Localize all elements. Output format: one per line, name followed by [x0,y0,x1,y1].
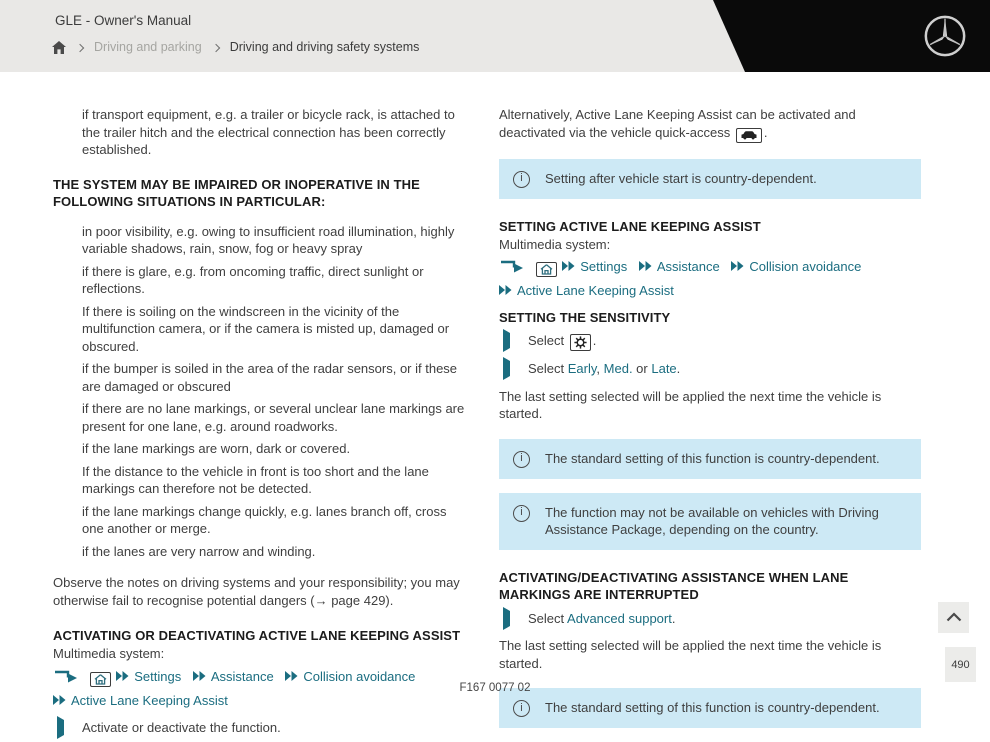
bullet-text: If there is soiling on the windscreen in the vicinity of the multifunction camera, or if the camera is misted up, damaged or obscured. [82,303,450,354]
info-box [499,159,921,199]
list-item [53,263,469,298]
menu-path-segment[interactable] [562,259,627,274]
menu-path-segment[interactable] [639,259,720,274]
info-icon: i [513,505,530,522]
step-triangle-icon [57,716,64,739]
impaired-bullet-list [53,223,469,561]
bullet-text: if the bumper is soiled in the area of the radar sensors, or if these are damaged or obscured [82,361,458,394]
option-late[interactable]: Late [651,361,677,376]
menu-path-label[interactable]: Assistance [210,668,274,684]
info-text: The function may not be available on vehicles with Driving Assistance Package, depending on the country. [545,504,879,537]
bullet-text: If the distance to the vehicle in front is too short and the lane markings can therefore not be detected. [82,463,429,496]
multimedia-label: Multimedia system: [53,646,165,661]
step-row [499,360,921,378]
vehicle-quick-access-icon[interactable] [736,128,762,143]
list-item [53,360,469,395]
double-chevron-icon [499,283,512,298]
step-text: Select Advanced support. [528,610,676,626]
bullet-text: if the lane markings are worn, dark or covered. [82,441,351,456]
impaired-heading: THE SYSTEM MAY BE IMPAIRED OR INOPERATIVE IN THE FOLLOWING SITUATIONS IN PARTICULAR: [53,176,420,209]
menu-path-segment[interactable] [731,259,861,274]
option-early[interactable]: Early [567,361,597,376]
mercedes-logo-icon [922,13,968,64]
right-column [499,106,921,742]
double-chevron-icon [731,259,744,274]
menu-path-label[interactable]: Collision avoidance [749,259,862,274]
document-code: F167 0077 02 [459,682,531,694]
menu-path-label[interactable]: Settings [134,668,182,684]
list-item [53,106,469,159]
menu-path-segment[interactable] [53,693,228,708]
step-text: Select Early, Med. or Late. [528,361,681,376]
menu-path-label[interactable]: Active Lane Keeping Assist [517,283,674,298]
menu-path-label[interactable]: Settings [580,259,628,274]
menu-path-label[interactable]: Active Lane Keeping Assist [71,692,228,708]
breadcrumb-current: Driving and driving safety systems [229,40,420,54]
list-item [53,303,469,356]
content-area [0,72,990,742]
bullet-text: if transport equipment, e.g. a trailer or bicycle rack, is attached to the trailer hitch and the electrical connection has been correctly established. [82,107,455,157]
alt-activation-text: Alternatively, Active Lane Keeping Assist can be activated and deactivated via the vehicle quick-access . [499,106,921,143]
option-advanced-support[interactable]: Advanced support [567,610,672,626]
sensitivity-heading: SETTING THE SENSITIVITY [499,310,671,325]
menu-path-segment[interactable] [499,283,674,298]
list-item [53,543,469,561]
list-item [53,400,469,435]
step-row [53,719,469,737]
step-row [499,332,921,351]
breadcrumb-separator-icon [76,43,84,51]
page-number-badge[interactable] [945,647,976,682]
intro-bullet-list [53,106,469,159]
home-menu-icon[interactable] [536,262,557,277]
header-bar [0,0,990,72]
multimedia-label: Multimedia system: [499,236,611,252]
step-text: Select . [528,332,596,351]
step-triangle-icon [503,607,510,630]
double-chevron-icon [639,259,652,274]
info-text: The standard setting of this function is country-dependent. [545,700,880,715]
interrupted-heading: ACTIVATING/DEACTIVATING ASSISTANCE WHEN LANE MARKINGS ARE INTERRUPTED [499,569,849,602]
brand-banner [700,0,990,72]
bullet-text: in poor visibility, e.g. owing to insufficient road illumination, highly variable shadows, rain, snow, fog or heavy spray [82,223,455,256]
info-box [499,439,921,479]
info-box [499,493,921,550]
breadcrumb-separator-icon [211,43,219,51]
menu-path-label[interactable]: Collision avoidance [303,668,416,684]
option-med[interactable]: Med. [603,361,633,376]
info-box [499,688,921,728]
page-title: GLE - Owner's Manual [55,13,192,28]
breadcrumb [52,40,419,54]
info-icon: i [513,700,530,717]
left-column [53,106,469,742]
list-item [53,223,469,258]
menu-path [499,256,921,301]
scroll-to-top-button[interactable] [938,602,969,633]
bullet-text: if there is glare, e.g. from oncoming traffic, direct sunlight or reflections. [82,263,424,296]
chevron-up-icon [946,609,962,627]
double-chevron-icon [53,693,66,708]
step-triangle-icon [503,329,510,352]
step-arrow-icon [499,262,528,277]
home-icon[interactable] [52,41,66,54]
info-icon: i [513,171,530,188]
list-item [53,440,469,458]
last-setting-text: The last setting selected will be applied the next time the vehicle is started. [499,638,882,671]
double-chevron-icon [562,259,575,274]
bullet-text: if the lane markings change quickly, e.g. lanes branch off, cross one another or merge. [82,503,447,536]
setting-heading: SETTING ACTIVE LANE KEEPING ASSIST [499,218,761,234]
info-text: Setting after vehicle start is country-dependent. [545,170,817,186]
activate-heading: ACTIVATING OR DEACTIVATING ACTIVE LANE KEEPING ASSIST [53,628,461,643]
bullet-text: if the lanes are very narrow and winding. [82,543,316,559]
info-icon: i [513,451,530,468]
step-text: Activate or deactivate the function. [82,719,281,735]
bullet-text: if there are no lane markings, or several unclear lane markings are present for one lane, e.g. around roadworks. [82,401,465,434]
list-item [53,503,469,538]
breadcrumb-section[interactable]: Driving and parking [94,40,202,54]
info-text: The standard setting of this function is country-dependent. [545,450,880,466]
last-setting-text: The last setting selected will be applied the next time the vehicle is started. [499,388,882,421]
responsibility-note: Observe the notes on driving systems and your responsibility; you may otherwise fail to recognise potential dangers (→ page 429). [53,575,460,608]
step-row [499,610,921,628]
sensitivity-gear-icon[interactable] [570,334,591,351]
menu-path-label[interactable]: Assistance [656,259,720,274]
page-number: 490 [951,658,970,671]
step-triangle-icon [503,357,510,380]
list-item [53,463,469,498]
